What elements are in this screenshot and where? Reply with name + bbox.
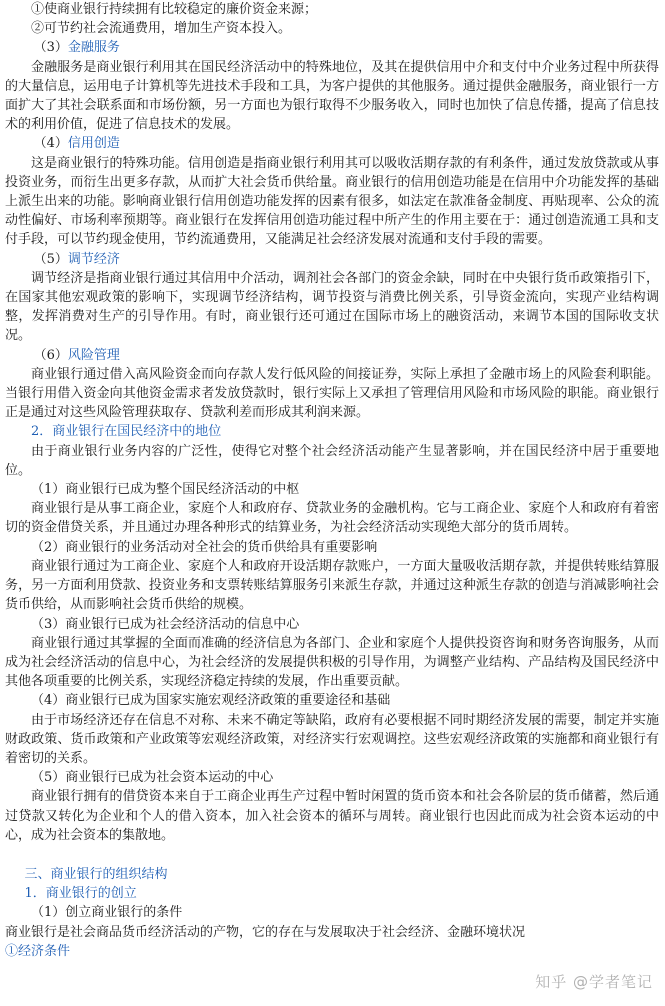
subsection-heading: （5）商业银行已成为社会资本运动的中心	[31, 770, 274, 786]
subsection-heading: （1）商业银行已成为整个国民经济活动的中枢	[31, 482, 300, 498]
section-heading: （5）调节经济	[33, 251, 120, 267]
part-heading: 三、商业银行的组织结构	[24, 866, 168, 882]
link-financial-services[interactable]: 金融服务	[67, 40, 120, 56]
subsection-heading: （4）商业银行已成为国家实施宏观经济政策的重要途径和基础	[31, 693, 391, 709]
section-heading: （4）信用创造	[33, 136, 120, 152]
text-line: ①使商业银行持续拥有比较稳定的廉价资金来源；	[31, 2, 318, 17]
section-heading: （3）金融服务	[33, 40, 120, 56]
subsection-heading: （1）创立商业银行的条件	[31, 905, 183, 921]
paragraph: 商业银行是从事工商企业，家庭个人和政府存、贷款业务的金融机构。它与工商企业、家庭个人和政府有着密切的资金借贷关系，并且通过办理各种形式的结算业务，为社会经济活动实现绝大部分的货币周转。	[5, 501, 659, 536]
link-economic-regulation[interactable]: 调节经济	[67, 251, 120, 267]
section-heading-2: 2．商业银行在国民经济中的地位	[31, 424, 222, 440]
paragraph: 调节经济是指商业银行通过其信用中介活动，调剂社会各部门的资金余缺，同时在中央银行货币政策指引下，在国家其他宏观政策的影响下，实现调节经济结构，调节投资与消费比例关系，引导资金流向，实现产业结构调整，发挥消费对生产的引导作用。有时，商业银行还可通过在国际市场上的融资活动，来调节本国的国际收支状况。	[5, 270, 659, 344]
section-heading-2: 1．商业银行的创立	[24, 886, 137, 902]
paragraph: 商业银行拥有的借贷资本来自于工商企业再生产过程中暂时闲置的货币资本和社会各阶层的货币储蓄，然后通过贷款又转化为企业和个人的借入资本，加入社会资本的循环与周转。商业银行也因此而成为社会资本运动的中心，成为社会资本的集散地。	[5, 789, 659, 843]
paragraph: 金融服务是商业银行利用其在国民经济活动中的特殊地位，及其在提供信用中介和支付中介业务过程中所获得的大量信息，运用电子计算机等先进技术手段和工具，为客户提供的其他服务。通过提供金融服务，商业银行一方面扩大了其社会联系面和市场份额，另一方面也为银行取得不少服务收入，同时也加快了信息传播，提高了信息技术的利用价值，促进了信息技术的发展。	[5, 59, 659, 133]
paragraph: 商业银行通过其掌握的全面而准确的经济信息为各部门、企业和家庭个人提供投资咨询和财务咨询服务，从而成为社会经济活动的信息中心，为社会经济的发展提供积极的引导作用，为调整产业结构、产品结构及国民经济中其他各项重要的比例关系，实现经济稳定持续的发展，作出重要贡献。	[5, 635, 659, 690]
section-heading: （6）风险管理	[33, 347, 120, 363]
paragraph: 这是商业银行的特殊功能。信用创造是指商业银行利用其可以吸收活期存款的有利条件，通过发放贷款或从事投资业务，而衍生出更多存款，从而扩大社会货币供给量。商业银行的信用创造功能是在信用中介功能发挥的基础上派生出来的功能。影响商业银行信用创造功能发挥的因素有很多，如法定在款准备金制度、再贴现率、公众的流动性偏好、市场利率预期等。商业银行在发挥信用创造功能过程中所产生的作用主要在于：通过创造流通工具和支付手段，可以节约现金使用，节约流通费用，又能满足社会经济发展对流通和支付手段的需要。	[5, 155, 659, 248]
link-credit-creation[interactable]: 信用创造	[67, 136, 120, 152]
link-risk-management[interactable]: 风险管理	[67, 347, 120, 363]
subsection-heading: （2）商业银行的业务活动对全社会的货币供给具有重要影响	[31, 539, 378, 555]
paragraph: 由于商业银行业务内容的广泛性，使得它对整个社会经济活动能产生显著影响，并在国民经济中居于重要地位。	[5, 443, 659, 478]
paragraph: 商业银行通过借入高风险资金而向存款人发行低风险的间接证券，实际上承担了金融市场上的风险套利职能。当银行用借入资金向其他资金需求者发放贷款时，银行实际上又承担了管理信用风险和市场风险的职能。商业银行正是通过对这些风险管理获取存、贷款利差而形成其利润来源。	[5, 366, 659, 421]
paragraph: 商业银行是社会商品货币经济活动的产物，它的存在与发展取决于社会经济、金融环境状况	[5, 924, 526, 940]
watermark: 知乎 @学者笔记	[535, 973, 653, 991]
link-economic-conditions[interactable]: ①经济条件	[5, 943, 71, 959]
paragraph: 由于市场经济还存在信息不对称、未来不确定等缺陷，政府有必要根据不同时期经济发展的需要，制定并实施财政政策、货币政策和产业政策等宏观经济政策，对经济实行宏观调控。这些宏观经济政策的实施都和商业银行有着密切的关系。	[5, 712, 659, 766]
text-line: ②可节约社会流通费用，增加生产资本投入。	[31, 21, 292, 37]
paragraph: 商业银行通过为工商企业、家庭个人和政府开设活期存款账户，一方面大量吸收活期存款，并提供转账结算服务，另一方面利用贷款、投资业务和支票转账结算服务引来派生存款，并通过这种派生存款的创造与消减影响社会货币供给，从而影响社会货币供给的规模。	[5, 558, 659, 613]
subsection-heading: （3）商业银行已成为社会经济活动的信息中心	[31, 616, 300, 632]
